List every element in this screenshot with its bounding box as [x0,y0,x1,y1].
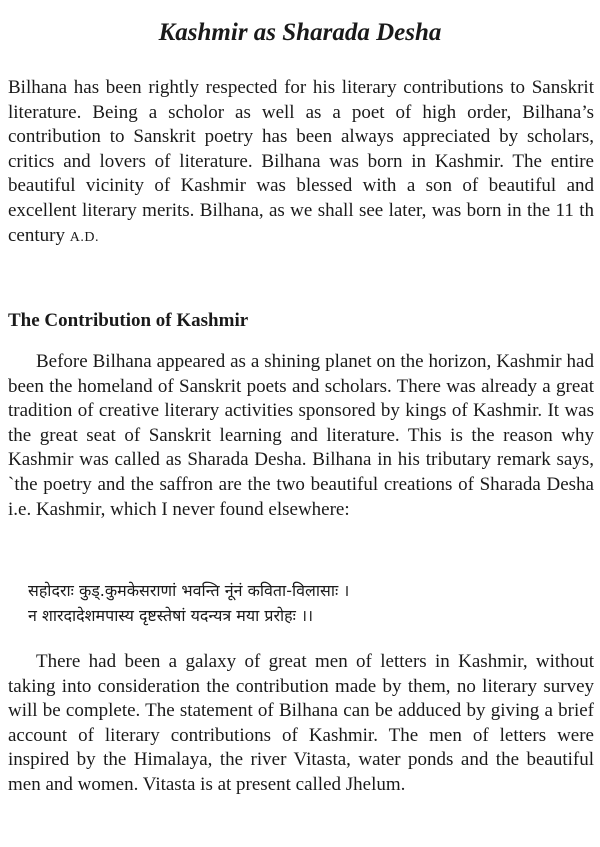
galaxy-paragraph: There had been a galaxy of great men of letters in Kashmir, without taking into consideration the contribution made by them, no literary survey will be complete. The statement of Bilhana can be adduced by giving a brief account of literary contributions of Kashmir. The men of letters were inspired by the Himalaya, the river Vitasta, water ponds and the beautiful men and women. Vitasta is at present called Jhelum. [8,651,594,795]
era-abbreviation: A.D. [69,229,99,245]
contribution-paragraph: Before Bilhana appeared as a shining planet on the horizon, Kashmir had been the homeland of Sanskrit poets and scholars. There was already a great tradition of creative literary activities sponsored by kings of Kashmir. It was the great seat of Sanskrit learning and literature. This is the reason why Kashmir was called as Sharada Desha. Bilhana in his tributary remark says, `the poetry and the saffron are the two beautiful creations of Sharada Desha i.e. Kashmir, which I never found elsewhere: [8,351,594,520]
verse-line-1: सहोदराः कुड्.कुमकेसराणां भवन्ति नूंनं कविता-विलासाः । [28,581,350,600]
sanskrit-verse [8,578,594,628]
section-heading: The Contribution of Kashmir [8,310,249,331]
verse-line-2: न शारदादेशमपास्य दृष्टस्तेषां यदन्यत्र मया प्ररोहः ।। [28,606,314,625]
intro-paragraph-text: Bilhana has been rightly respected for his literary contributions to Sanskrit literature. Being a scholor as well as a poet of high order, Bilhana’s contribution to Sanskrit poetry has been always appreciated by scholars, critics and lovers of literature. Bilhana was born in Kashmir. The entire beautiful vicinity of Kashmir was blessed with a son of beautiful and excellent literary merits. Bilhana, as we shall see later, was born in the 11 th century [8,77,594,246]
intro-paragraph [8,76,594,250]
page-title: Kashmir as Sharada Desha [158,19,442,46]
